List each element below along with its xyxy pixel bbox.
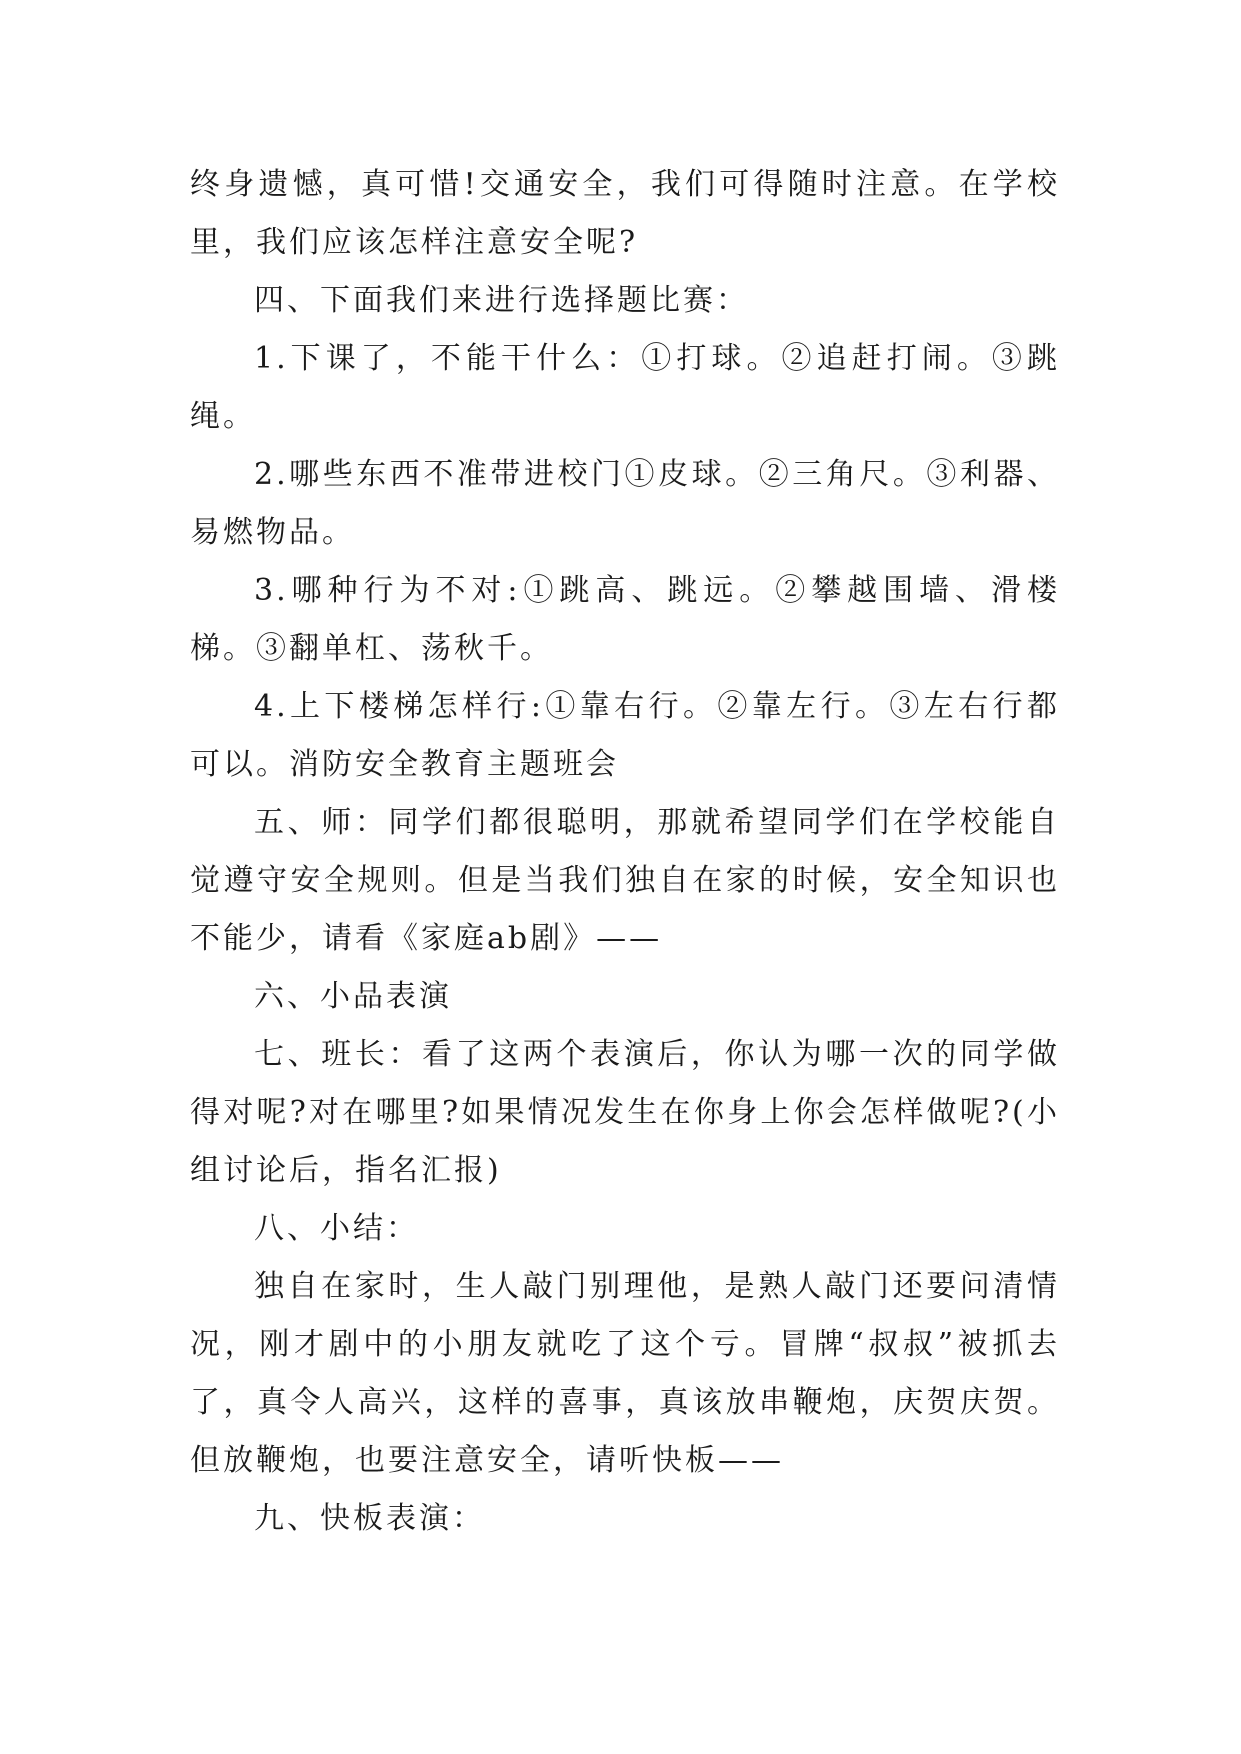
paragraph: 六、小品表演 xyxy=(254,979,452,1014)
paragraph: 九、快板表演： xyxy=(254,1501,485,1536)
paragraph: 七、班长：看了这两个表演后，你认为哪一次的同学做得对呢?对在哪里?如果情况发生在你身上你会怎样做呢?(小组讨论后，指名汇报) xyxy=(190,1037,1060,1188)
paragraph: 八、小结： xyxy=(254,1211,419,1246)
paragraph: 3.哪种行为不对:①跳高、跳远。②攀越围墙、滑楼梯。③翻单杠、荡秋千。 xyxy=(190,573,1060,666)
paragraph: 1.下课了，不能干什么：①打球。②追赶打闹。③跳绳。 xyxy=(190,341,1060,434)
paragraph: 4.上下楼梯怎样行:①靠右行。②靠左行。③左右行都可以。消防安全教育主题班会 xyxy=(190,689,1060,782)
document-page xyxy=(190,156,1060,1548)
paragraph: 2.哪些东西不准带进校门①皮球。②三角尺。③利器、易燃物品。 xyxy=(190,457,1060,550)
paragraph: 终身遗憾，真可惜!交通安全，我们可得随时注意。在学校里，我们应该怎样注意安全呢? xyxy=(190,167,1060,260)
paragraph: 五、师：同学们都很聪明，那就希望同学们在学校能自觉遵守安全规则。但是当我们独自在家的时候，安全知识也不能少，请看《家庭ab剧》—— xyxy=(190,805,1060,956)
paragraph: 四、下面我们来进行选择题比赛： xyxy=(254,283,749,318)
paragraph: 独自在家时，生人敲门别理他，是熟人敲门还要问清情况，刚才剧中的小朋友就吃了这个亏。冒牌“叔叔”被抓去了，真令人高兴，这样的喜事，真该放串鞭炮，庆贺庆贺。但放鞭炮，也要注意安全，请听快板—— xyxy=(190,1269,1060,1478)
